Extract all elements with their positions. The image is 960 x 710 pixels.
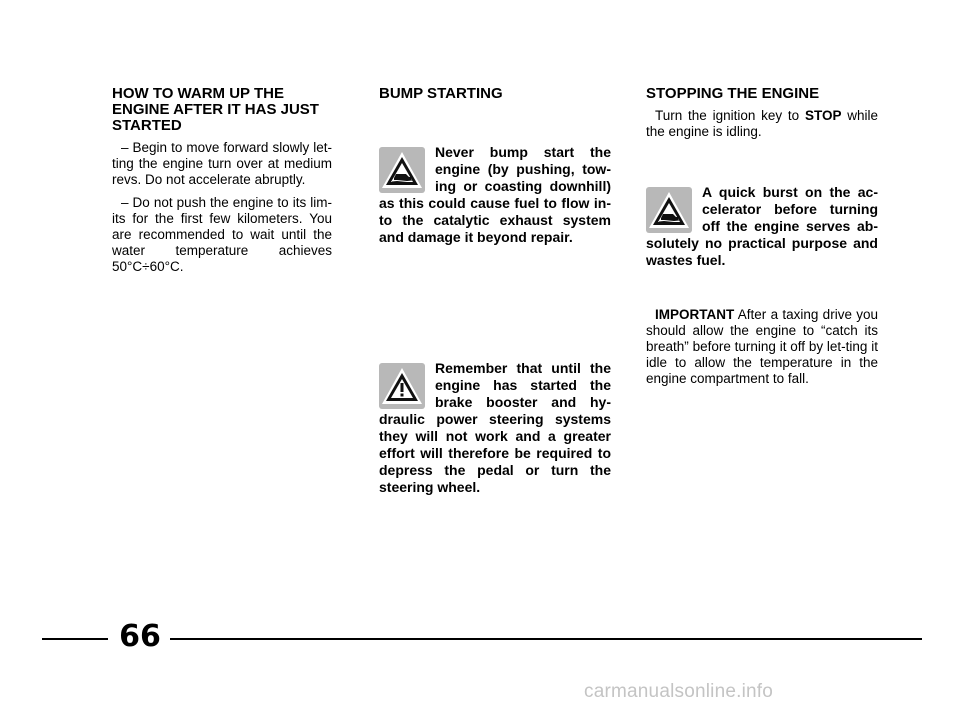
footer-rule-left [42,638,108,640]
section-heading-warm-up: HOW TO WARM UP THE ENGINE AFTER IT HAS JUST STARTED [112,85,319,134]
stop-keyword: STOP [804,108,842,123]
important-text: After a taxing drive you should allow the engine to “catch its breath” before turning it off by let-ting it idle to allow the temperature in the engine compartment to fall. [646,307,878,386]
important-label: IMPORTANT [655,307,735,322]
section-heading-bump-starting: BUMP STARTING [379,85,503,102]
watermark: carmanualsonline.info [584,681,774,702]
warning-brake-booster-text: Remember that until the engine has started the brake booster and hy-draulic power steering systems they will not work and a greater effort will therefore be required to depress the pedal or turn the steering wheel. [379,360,611,495]
turn-key-text: Turn the ignition key to [655,108,805,123]
warning-accelerator-burst-text: A quick burst on the ac-celerator before turning off the engine serves ab-solutely no practical purpose and wastes fuel. [646,184,878,268]
warning-bump-start-text: Never bump start the engine (by pushing, tow-ing or coasting downhill) as this could cause fuel to flow in-to the catalytic exhaust system and damage it beyond repair. [379,144,611,245]
page-number: 66 [119,619,161,654]
column-bump-starting [379,86,611,496]
turn-key-text-end: while the engine is idling. [646,108,879,139]
warning-brake-booster [379,360,611,496]
car-warning-triangle-icon [646,187,692,233]
paragraph-important [646,307,878,387]
paragraph-move-slowly: – Begin to move forward slowly let-ting the engine turn over at medium revs. Do not accelerate abruptly. [112,140,332,187]
warning-bump-start [379,144,611,246]
paragraph-engine-limits: – Do not push the engine to its lim-its for the first few kilometers. You are recommended to wait until the water temperature achieves 50°C÷60°C. [112,195,332,274]
footer-rule-right [170,638,922,640]
car-warning-triangle-icon [379,147,425,193]
column-warm-up [112,86,332,282]
column-stopping-engine [646,86,878,394]
warning-accelerator-burst [646,184,878,269]
paragraph-turn-key [646,108,878,140]
exclamation-warning-triangle-icon [379,363,425,409]
section-heading-stopping-engine: STOPPING THE ENGINE [646,85,820,102]
